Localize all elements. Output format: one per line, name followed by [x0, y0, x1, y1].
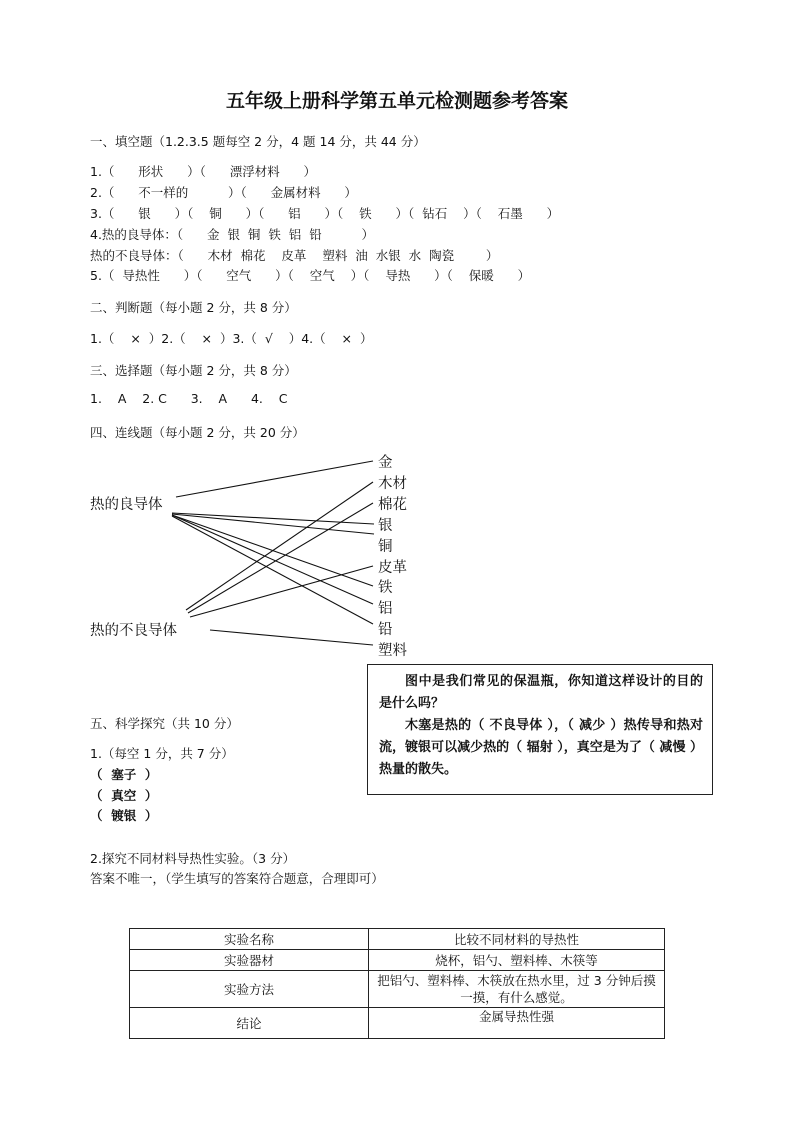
- match-line: [176, 461, 373, 497]
- table-cell: 实验名称: [130, 929, 369, 950]
- inquiry-q1: 1.（每空 1 分，共 7 分）: [90, 746, 234, 761]
- fill-answer-line: 4.热的良导体：（ 金 银 铜 铁 铝 铅 ）: [90, 227, 374, 242]
- right-item: 皮革: [378, 560, 407, 576]
- match-line: [172, 516, 373, 624]
- judge-answer-line: 1.（ × ）2.（ × ）3.（ √ ）4.（ × ）: [90, 331, 373, 346]
- table-cell: 比较不同材料的导热性: [369, 929, 665, 950]
- right-item: 金: [378, 455, 393, 471]
- table-row: [130, 929, 665, 950]
- match-line: [186, 482, 373, 610]
- section-5-heading: 五、科学探究（共 10 分）: [90, 716, 239, 731]
- inquiry-answer: （ 真空 ）: [90, 788, 158, 803]
- section-1-heading: 一、填空题（1.2.3.5 题每空 2 分，4 题 14 分，共 44 分）: [90, 134, 426, 149]
- choice-answer-line: 1. A 2. C 3. A 4. C: [90, 391, 288, 406]
- fill-answer-line: 1.（ 形状 ）（ 漂浮材料 ）: [90, 164, 317, 179]
- right-item: 铅: [378, 622, 393, 638]
- section-4-heading: 四、连线题（每小题 2 分，共 20 分）: [90, 425, 305, 440]
- table-cell: 烧杯，铝勺、塑料棒、木筷等: [369, 950, 665, 971]
- section-3-heading: 三、选择题（每小题 2 分，共 8 分）: [90, 363, 297, 378]
- right-item: 棉花: [378, 497, 407, 513]
- right-item: 木材: [378, 476, 407, 492]
- thermos-question: 图中是我们常见的保温瓶，你知道这样设计的目的是什么吗？: [379, 674, 703, 711]
- fill-answer-line: 5.（ 导热性 ）（ 空气 ）（ 空气 ）（ 导热 ）（ 保暖 ）: [90, 268, 531, 283]
- right-item: 银: [378, 518, 393, 534]
- thermos-question-box: [367, 664, 713, 795]
- right-item: 铝: [378, 601, 393, 617]
- section-2-heading: 二、判断题（每小题 2 分，共 8 分）: [90, 300, 297, 315]
- fill-answer-line: 热的不良导体：（ 木材 棉花 皮革 塑料 油 水银 水 陶瓷 ）: [90, 248, 499, 263]
- experiment-table: [129, 928, 665, 1039]
- match-line: [188, 503, 373, 613]
- table-row: [130, 950, 665, 971]
- thermos-answer: 木塞是热的（ 不良导体 ），（ 减少 ）热传导和热对流，镀银可以减少热的（ 辐射 ），真空是为了（ 减慢 ）热量的散失。: [379, 718, 703, 777]
- table-cell: 把铝勺、塑料棒、木筷放在热水里，过 3 分钟后摸一摸，有什么感觉。: [369, 971, 665, 1008]
- right-item: 铁: [378, 580, 393, 596]
- left-item-good-conductor: 热的良导体: [90, 497, 163, 513]
- table-row: [130, 1008, 665, 1039]
- table-cell: 实验方法: [130, 971, 369, 1008]
- table-cell: 实验器材: [130, 950, 369, 971]
- match-line: [210, 630, 373, 645]
- inquiry-note: 答案不唯一，（学生填写的答案符合题意，合理即可）: [90, 871, 384, 886]
- inquiry-q2: 2.探究不同材料导热性实验。（3 分）: [90, 851, 296, 866]
- table-row: [130, 971, 665, 1008]
- right-item: 铜: [378, 539, 393, 555]
- fill-answer-line: 2.（ 不一样的 ）（ 金属材料 ）: [90, 185, 357, 200]
- page-title: 五年级上册科学第五单元检测题参考答案: [225, 90, 568, 112]
- match-line: [172, 515, 373, 604]
- match-line: [172, 513, 374, 524]
- match-line: [172, 514, 374, 534]
- table-cell: 结论: [130, 1008, 369, 1039]
- inquiry-answer: （ 塞子 ）: [90, 767, 158, 782]
- right-item: 塑料: [378, 643, 407, 659]
- fill-answer-line: 3.（ 银 ）（ 铜 ）（ 铝 ）（ 铁 ）（ 钻石 ）（ 石墨 ）: [90, 206, 560, 221]
- left-item-poor-conductor: 热的不良导体: [90, 623, 177, 639]
- inquiry-answer: （ 镀银 ）: [90, 808, 158, 823]
- table-cell: 金属导热性强: [369, 1008, 665, 1039]
